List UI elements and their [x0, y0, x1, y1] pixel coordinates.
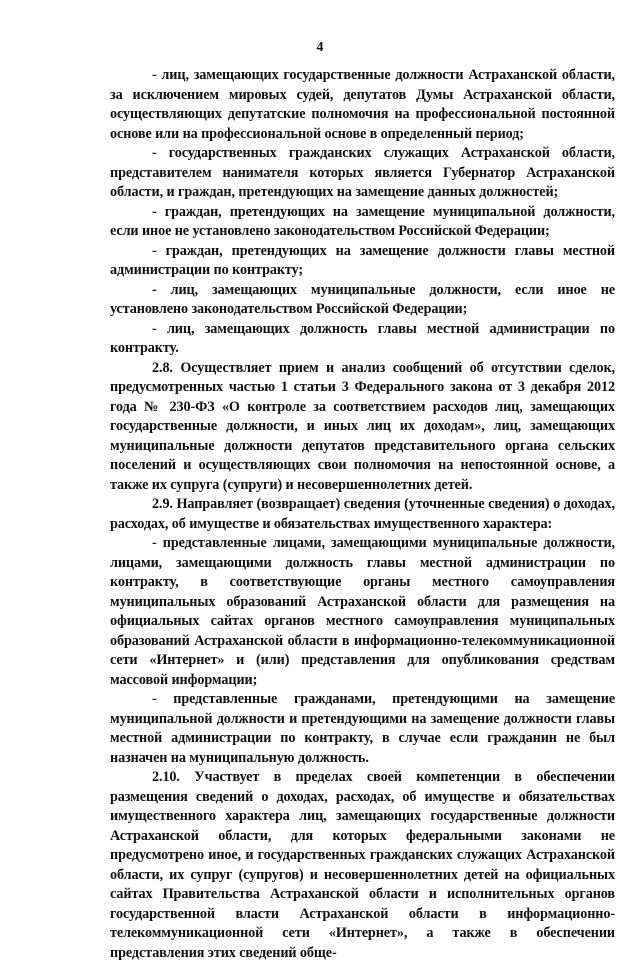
paragraph-candidates-municipal: - граждан, претендующих на замещение муниципальной должности, если иное не установлено законодательством Российской Федерации; [110, 203, 615, 239]
paragraph-candidates-head-admin: - граждан, претендующих на замещение должности главы местной администрации по контракту; [110, 242, 615, 278]
paragraph-submitted-by-citizens: - представленные гражданами, претендующими на замещение муниципальной должности и претендующими на замещение должности главы местной администрации по контракту, в случае если гражданин не был назначен на муниципальную должность. [110, 691, 615, 766]
page-number: 4 [316, 40, 324, 55]
document-body [110, 66, 615, 963]
paragraph-municipal-officials: - лиц, замещающих муниципальные должности, если иное не установлено законодательством Российской Федерации; [110, 281, 615, 317]
paragraph-section-2-10: 2.10. Участвует в пределах своей компетенции в обеспечении размещения сведений о доходах, расходах, об имуществе и обязательствах имущественного характера лиц, замещающих государственные должности Астраханской области, для которых федеральными законами не предусмотрено иное, и государственных гражданских служащих Астраханской области, их супруг (супругов) и несовершеннолетних детей на официальных сайтах Правительства Астраханской области и исполнительных органов государственной власти Астраханской области в информационно-телекоммуникационной сети «Интернет», а также в обеспечении представления этих сведений обще- [110, 769, 615, 961]
paragraph-section-2-9: 2.9. Направляет (возвращает) сведения (уточненные сведения) о доходах, расходах, об имуществе и обязательствах имущественного характера: [110, 496, 615, 532]
paragraph-submitted-by-officials: - представленные лицами, замещающими муниципальные должности, лицами, замещающими должность главы местной администрации по контракту, в соответствующие органы местного самоуправления муниципальных образований Астраханской области для размещения на официальных сайтах органов местного самоуправления муниципальных образований Астраханской области в информационно-телекоммуникационной сети «Интернет» и (или) представления для опубликования средствам массовой информации; [110, 535, 615, 688]
paragraph-section-2-8: 2.8. Осуществляет прием и анализ сообщений об отсутствии сделок, предусмотренных частью 1 статьи 3 Федерального закона от 3 декабря 2012 года № 230-ФЗ «О контроле за соответствием расходов лиц, замещающих государственные должности, и иных лиц их доходам», лиц, замещающих муниципальные должности депутатов представительного органа сельских поселений и осуществляющих свои полномочия на непостоянной основе, а также их супруга (супруги) и несовершеннолетних детей. [110, 359, 615, 493]
paragraph-head-admin-officials: - лиц, замещающих должность главы местной администрации по контракту. [110, 320, 615, 356]
paragraph-officials-state-positions: - лиц, замещающих государственные должности Астраханской области, за исключением мировых судей, депутатов Думы Астраханской области, осуществляющих депутатские полномочия на профессиональной постоянной основе или на профессиональной основе в определенный период; [110, 67, 615, 142]
paragraph-civil-servants: - государственных гражданских служащих Астраханской области, представителем нанимателя которых является Губернатор Астраханской области, и граждан, претендующих на замещение данных должностей; [110, 145, 615, 200]
